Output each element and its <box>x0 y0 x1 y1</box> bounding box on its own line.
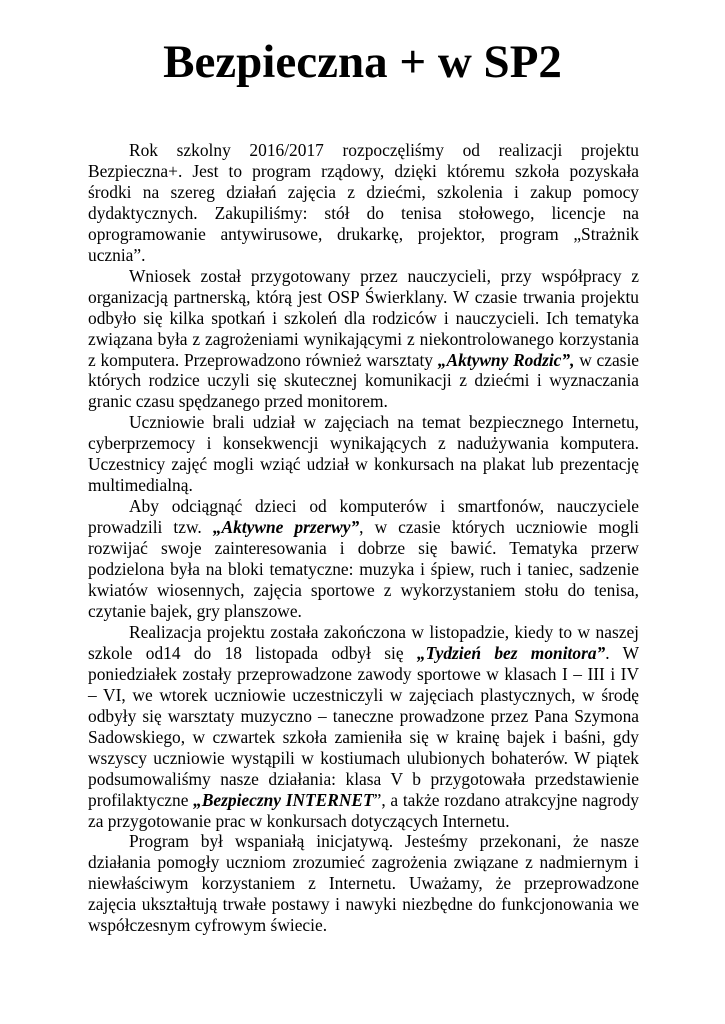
paragraph-active-breaks <box>88 496 639 622</box>
paragraph-text: ”, a także rozdano atrakcyjne nagrody za przygotowanie prac w konkursach dotyczących Internetu. <box>88 789 639 831</box>
active-breaks-name: „Aktywne przerwy” <box>212 517 360 538</box>
event-name: „Tydzień bez monitora” <box>416 642 606 663</box>
paragraph-week-without-monitor <box>88 622 639 832</box>
page-title: Bezpieczna + w SP2 <box>163 36 562 88</box>
workshop-name: „Aktywny Rodzic”, <box>437 349 575 370</box>
paragraph-intro <box>88 140 639 266</box>
paragraph-text: . W poniedziałek zostały przeprowadzone zawody sportowe w klasach I – III i IV – VI, we wtorek uczniowie uczestniczyli w zajęciach plastycznych, w środę odbyły się warsztaty muzyczno – taneczne prowadzone przez Pana Szymona Sadowskiego, w czwartek szkoła zamieniła się w krainę bajek i baśni, gdy wszyscy uczniowie wystąpili w kostiumach ulubionych bohaterów. W piątek podsumowaliśmy nasze działania: klasa V b przygotowała przedstawienie profilaktyczne <box>88 642 639 810</box>
paragraph-text: Program był wspaniałą inicjatywą. Jesteśmy przekonani, że nasze działania pomogły uczniom zrozumieć zagrożenia związane z nadmiernym i niewłaściwym korzystaniem z Internetu. Uważamy, że przeprowadzone zajęcia ukształtują trwałe postawy i nawyki niezbędne do funkcjonowania we współczesnym cyfrowym świecie. <box>88 831 639 936</box>
paragraph-text: Wniosek został przygotowany przez nauczycieli, przy współpracy z organizacją partnerską, którą jest OSP Świerklany. W czasie trwania projektu odbyło się kilka spotkań i szkoleń dla rodziców i nauczycieli. Ich tematyka związana była z zagrożeniami wynikającymi z niekontrolowanego korzystania z komputera. Przeprowadzono również warsztaty <box>88 265 639 370</box>
performance-name: „Bezpieczny INTERNET <box>193 789 374 810</box>
paragraph-text: , w czasie których uczniowie mogli rozwijać swoje zainteresowania i dobrze się bawić. Tematyka przerw podzielona była na bloki tematyczne: muzyka i śpiew, ruch i taniec, sadzenie kwiatów wiosennych, zajęcia sportowe z wykorzystaniem stołu do tenisa, czytanie bajek, gry planszowe. <box>88 517 639 621</box>
paragraph-application <box>88 266 639 413</box>
paragraph-text: Uczniowie brali udział w zajęciach na temat bezpiecznego Internetu, cyberprzemocy i konsekwencji wynikających z nadużywania komputera. Uczestnicy zajęć mogli wziąć udział w konkursach na plakat lub prezentację multimedialną. <box>88 412 639 496</box>
article-body <box>88 140 639 936</box>
paragraph-text: Rok szkolny 2016/2017 rozpoczęliśmy od realizacji projektu Bezpieczna+. Jest to program rządowy, dzięki któremu szkoła pozyskała środki na szereg działań zajęcia z dziećmi, szkolenia i zakup pomocy dydaktycznych. Zakupiliśmy: stół do tenisa stołowego, licencje na oprogramowanie antywirusowe, drukarkę, projektor, program „Strażnik ucznia”. <box>88 140 639 265</box>
paragraph-text: Realizacja projektu została zakończona w listopadzie, kiedy to w naszej szkole od14 do 18 listopada odbył się <box>88 621 639 663</box>
paragraph-text: Aby odciągnąć dzieci od komputerów i smartfonów, nauczyciele prowadzili tzw. <box>88 496 639 538</box>
paragraph-summary <box>88 831 639 936</box>
paragraph-students <box>88 412 639 496</box>
paragraph-text: w czasie których rodzice uczyli się skutecznej komunikacji z dziećmi i wyznaczania granic czasu spędzanego przed monitorem. <box>88 349 640 412</box>
